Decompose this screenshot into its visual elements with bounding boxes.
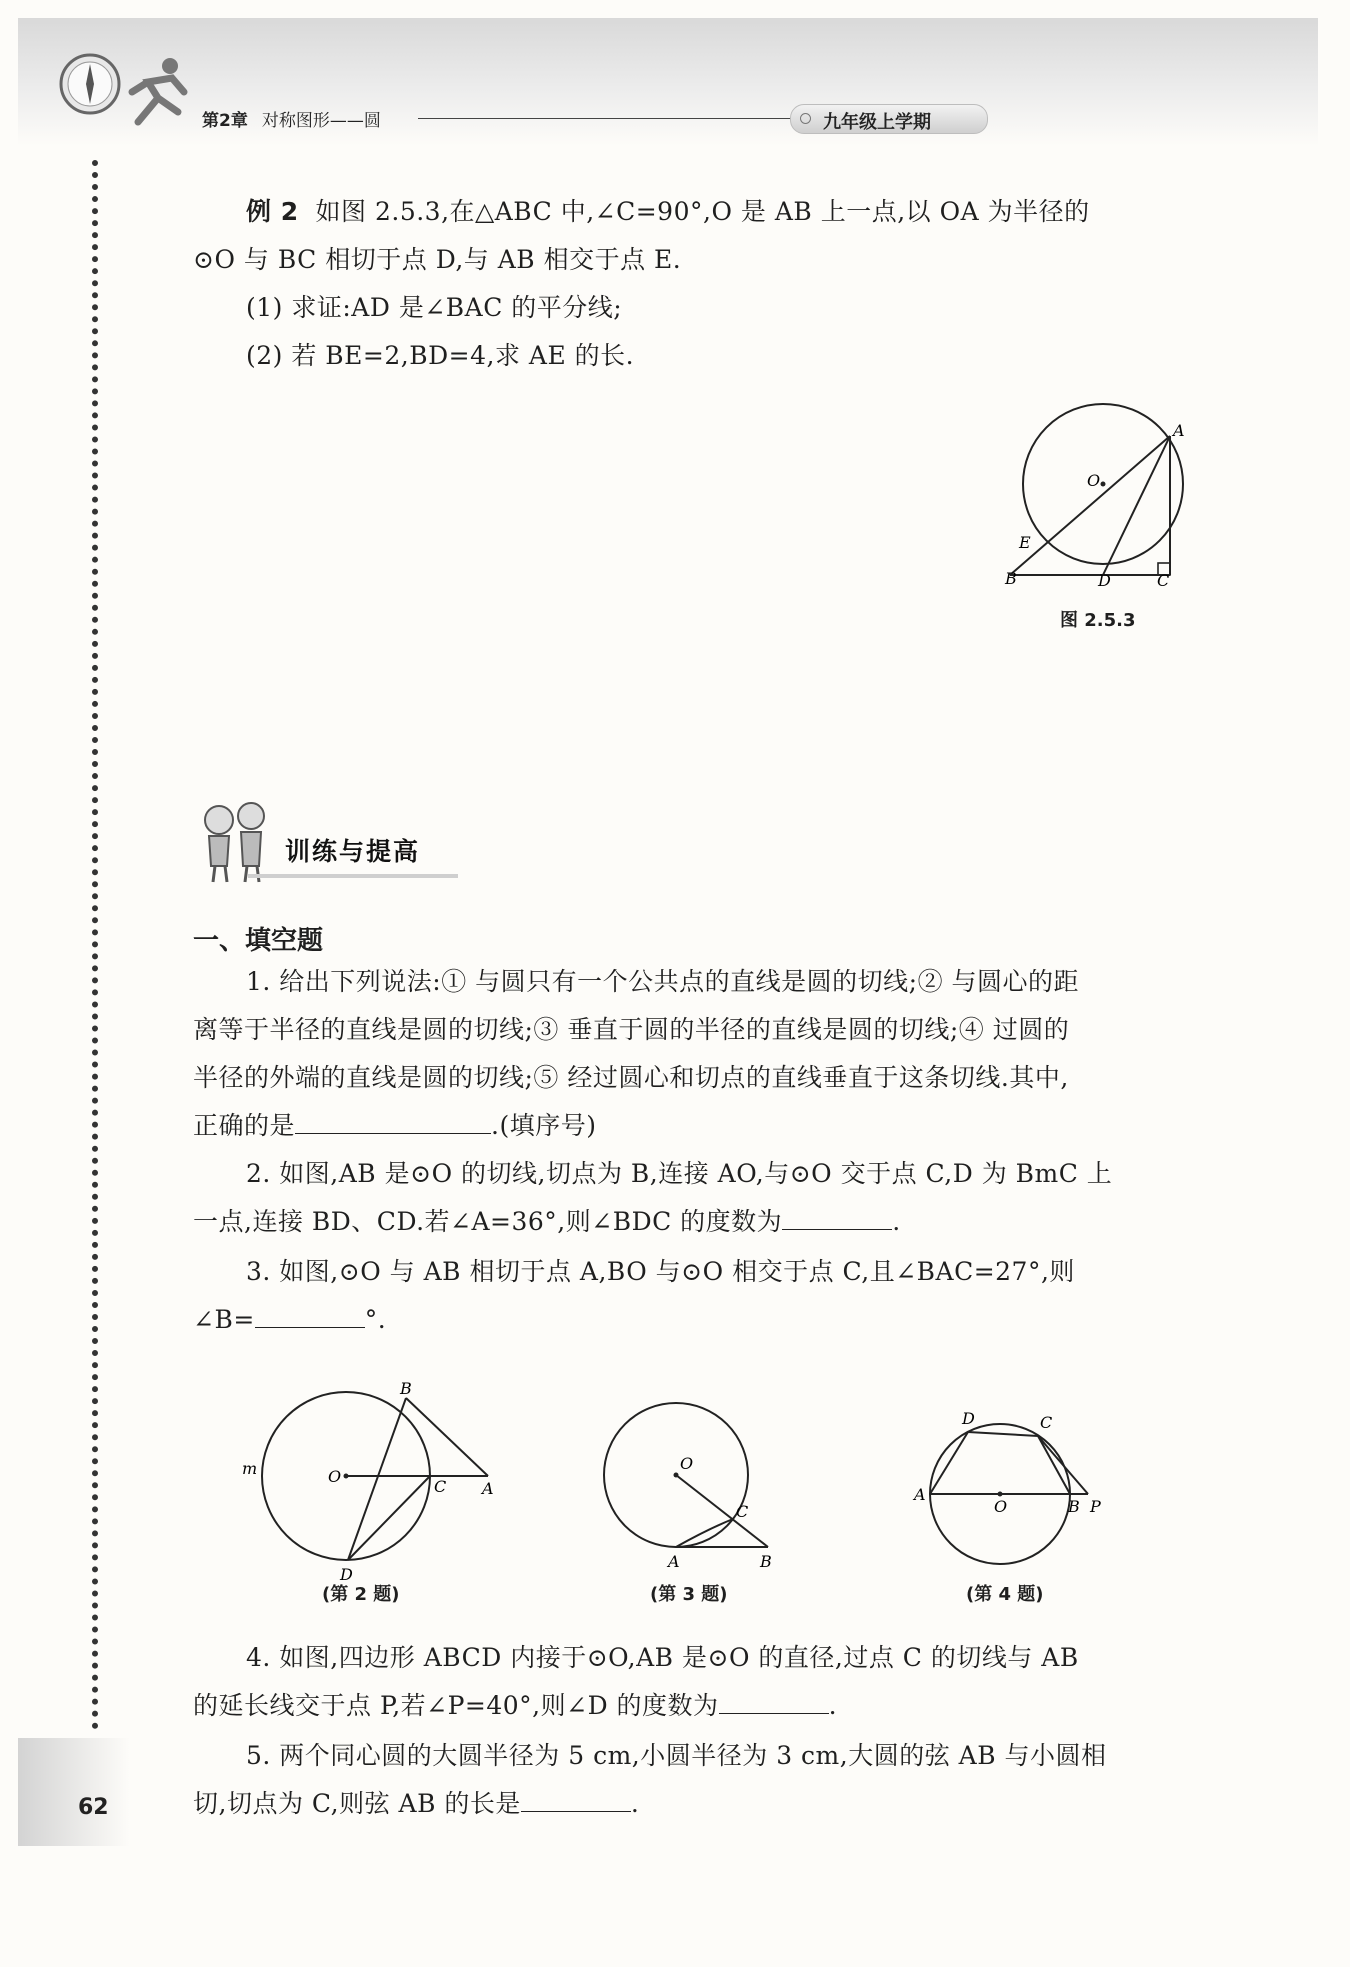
q3-suffix: °. — [364, 1305, 387, 1334]
label-A: A — [1173, 421, 1185, 440]
q2-label-O: O — [328, 1467, 342, 1486]
grade-badge — [790, 104, 988, 134]
q4-label-O: O — [994, 1497, 1008, 1516]
figure-q3 — [596, 1395, 796, 1585]
q1-line3: 半径的外端的直线是圆的切线;⑤ 经过圆心和切点的直线垂直于这条切线.其中, — [193, 1063, 1069, 1092]
chapter-title: 对称图形——圆 — [261, 111, 381, 131]
q2-label-A: A — [482, 1479, 494, 1498]
q2-text: 一点,连接 BD、CD.若∠A=36°,则∠BDC 的度数为 — [193, 1207, 783, 1236]
section-title: 一、填空题 — [193, 926, 324, 956]
figure-2-5-3 — [995, 400, 1205, 600]
kids-icon — [195, 796, 285, 886]
q2-suffix: . — [892, 1207, 901, 1236]
q2-label-D: D — [340, 1565, 353, 1584]
q5-line1: 5. 两个同心圆的大圆半径为 5 cm,小圆半径为 3 cm,大圆的弦 AB 与小圆相 — [246, 1741, 1107, 1770]
q3-line2 — [193, 1296, 386, 1344]
circle-dot-icon — [800, 113, 811, 124]
example2-part1: (1) 求证:AD 是∠BAC 的平分线; — [246, 293, 623, 322]
q3-label-A: A — [668, 1552, 680, 1571]
q2-label-m: m — [242, 1459, 258, 1478]
q4-label-B: B — [1068, 1497, 1080, 1516]
q1-line4 — [193, 1102, 596, 1150]
q1-suffix: .(填序号) — [491, 1111, 597, 1140]
runner-logo-icon — [118, 52, 196, 132]
example2-line1 — [246, 188, 1090, 236]
q3-answer-blank[interactable] — [255, 1300, 365, 1329]
q2-label-C: C — [434, 1477, 447, 1496]
grade-label: 九年级上学期 — [823, 112, 931, 133]
example2-part2: (2) 若 BE=2,BD=4,求 AE 的长. — [246, 341, 635, 370]
q3-label-O: O — [680, 1454, 694, 1473]
q3-line1: 3. 如图,⊙O 与 AB 相切于点 A,BO 与⊙O 相交于点 C,且∠BAC=27°,则 — [246, 1257, 1075, 1286]
q1-text: 正确的是 — [193, 1111, 296, 1140]
banner-underline — [248, 874, 458, 878]
figure-q2 — [236, 1380, 506, 1590]
q5-line2 — [193, 1780, 639, 1828]
page-number-band — [18, 1738, 130, 1846]
q4-label-D: D — [962, 1409, 975, 1428]
q2-label-B: B — [400, 1380, 412, 1398]
q4-suffix: . — [828, 1691, 838, 1720]
q4-label-P: P — [1090, 1497, 1101, 1516]
q5-suffix: . — [630, 1789, 640, 1818]
page-number: 62 — [78, 1795, 109, 1820]
figure-q4-caption: (第 4 题) — [966, 1584, 1044, 1605]
q2-line2 — [193, 1198, 901, 1246]
q5-answer-blank[interactable] — [521, 1784, 631, 1813]
q4-label-C: C — [1040, 1413, 1053, 1432]
label-C: C — [1157, 571, 1170, 590]
q4-line1: 4. 如图,四边形 ABCD 内接于⊙O,AB 是⊙O 的直径,过点 C 的切线与 AB — [246, 1643, 1079, 1672]
q4-line2 — [193, 1682, 837, 1730]
chapter-number: 第2章 — [202, 111, 248, 131]
label-O: O — [1087, 471, 1101, 490]
q3-text: ∠B= — [193, 1305, 255, 1334]
example-label: 例 2 — [246, 197, 299, 226]
label-B: B — [1005, 569, 1017, 588]
q1-line2: 离等于半径的直线是圆的切线;③ 垂直于圆的半径的直线是圆的切线;④ 过圆的 — [193, 1015, 1070, 1044]
q1-answer-blank[interactable] — [295, 1106, 491, 1135]
q3-label-B: B — [760, 1552, 772, 1571]
training-banner: 训练与提高 — [285, 837, 421, 866]
q1-line1: 1. 给出下列说法:① 与圆只有一个公共点的直线是圆的切线;② 与圆心的距 — [246, 967, 1080, 996]
figure-q2-caption: (第 2 题) — [322, 1584, 400, 1605]
example2-line2: ⊙O 与 BC 相切于点 D,与 AB 相交于点 E. — [193, 245, 682, 274]
compass-icon — [58, 52, 122, 116]
figure-2-5-3-caption: 图 2.5.3 — [1060, 610, 1136, 631]
q2-answer-blank[interactable] — [782, 1202, 892, 1231]
q5-text: 切,切点为 C,则弦 AB 的长是 — [193, 1789, 521, 1818]
chapter-heading — [202, 106, 381, 131]
example2-text1: 如图 2.5.3,在△ABC 中,∠C=90°,O 是 AB 上一点,以 OA 为半径的 — [315, 197, 1090, 226]
label-D: D — [1098, 571, 1111, 590]
q4-answer-blank[interactable] — [719, 1686, 829, 1715]
label-E: E — [1019, 533, 1031, 552]
figure-q4 — [912, 1400, 1112, 1580]
header-rule — [418, 118, 790, 119]
q2-line1: 2. 如图,AB 是⊙O 的切线,切点为 B,连接 AO,与⊙O 交于点 C,D 为 BmC 上 — [246, 1159, 1113, 1188]
figure-q3-caption: (第 3 题) — [650, 1584, 728, 1605]
margin-dotted-line — [92, 160, 98, 1730]
q4-text: 的延长线交于点 P,若∠P=40°,则∠D 的度数为 — [193, 1691, 719, 1720]
q4-label-A: A — [914, 1485, 926, 1504]
q3-label-C: C — [736, 1502, 749, 1521]
